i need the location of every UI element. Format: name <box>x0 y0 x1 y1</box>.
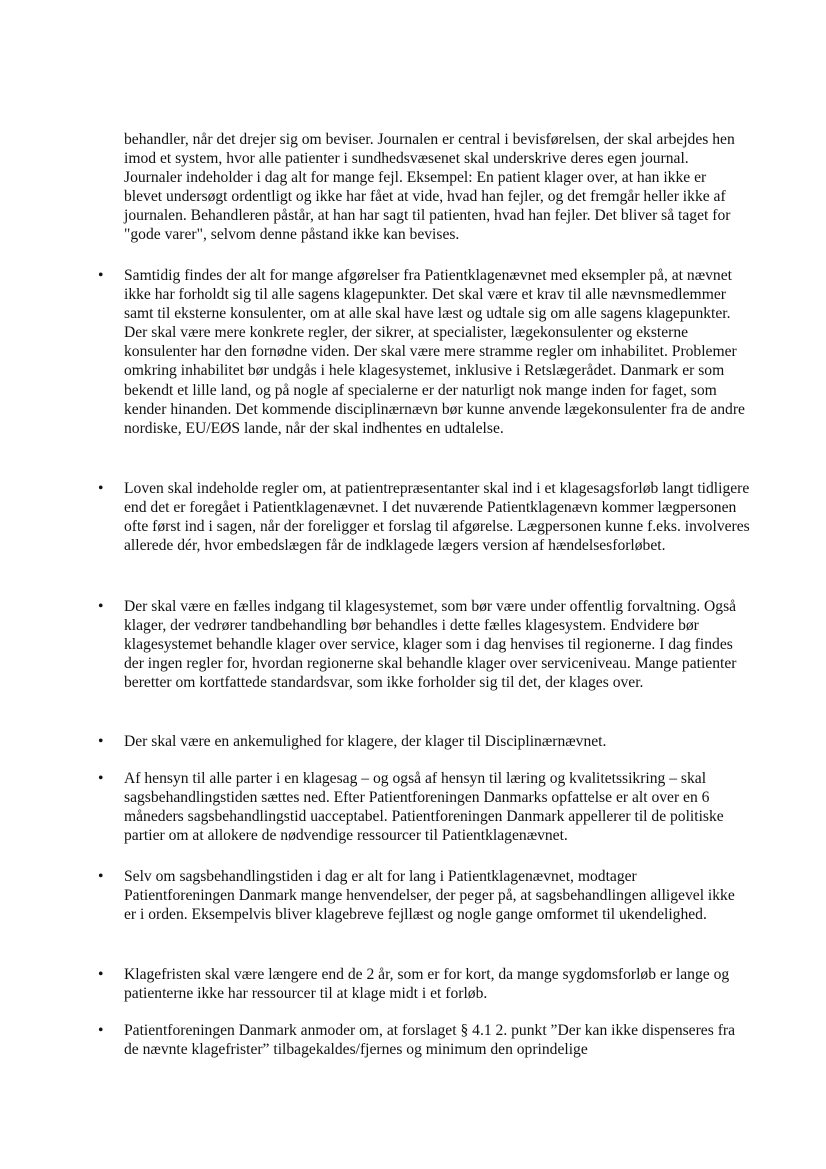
list-item <box>98 769 750 845</box>
list-item <box>98 732 750 751</box>
bullet-text: Loven skal indeholde regler om, at patientrepræsentanter skal ind i et klagesagsforløb langt tidligere end det er foregået i Patientklagenævnet. I det nuværende Patientklagenævn kommer lægpersonen ofte først ind i sagen, når der foreligger et forslag til afgørelse. Lægpersonen kunne f.eks. involveres allerede dér, hvor embedslægen får de indklagede lægers version af hændelsesforløbet. <box>124 480 750 555</box>
bullet-icon: • <box>98 770 104 787</box>
bullet-text: Af hensyn til alle parter i en klagesag – og også af hensyn til læring og kvalitetssikring – skal sagsbehandlingstiden sættes ned. Efter Patientforeningen Danmarks opfattelse er alt over en 6 måneders sagsbehandlingstid uacceptabel. Patientforeningen Danmark appellerer til de politiske partier om at allokere de nødvendige ressourcer til Patientklagenævnet. <box>124 770 724 845</box>
list-item <box>98 1021 750 1059</box>
bullet-text: Der skal være en fælles indgang til klagesystemet, som bør være under offentlig forvaltning. Også klager, der vedrører tandbehandling bør behandles i dette fælles klagesystem. Endvidere bør klagesystemet behandle klager over service, klager som i dag henvises til regionerne. I dag findes der ingen regler for, hvordan regionerne skal behandle klager over serviceniveau. Mange patienter beretter om kortfattede standardsvar, som ikke forholder sig til det, der klages over. <box>124 598 737 692</box>
list-item <box>98 266 750 438</box>
bullet-icon: • <box>98 868 104 885</box>
bullet-icon: • <box>98 598 104 615</box>
list-item <box>98 965 750 1003</box>
bullet-icon: • <box>98 480 104 497</box>
bullet-icon: • <box>98 733 104 750</box>
bullet-icon: • <box>98 267 104 284</box>
bullet-text: Samtidig findes der alt for mange afgørelser fra Patientklagenævnet med eksempler på, at nævnet ikke har forholdt sig til alle sagens klagepunkter. Det skal være et krav til alle nævnsmedlemmer samt til eksterne konsulenter, om at alle skal have læst og udtale sig om alle sagens klagepunkter. Der skal være mere konkrete regler, der sikrer, at specialister, lægekonsulenter og eksterne konsulenter har den fornødne viden. Der skal være mere stramme regler om inhabilitet. Problemer omkring inhabilitet bør undgås i hele klagesystemet, inklusive i Retslægerådet. Danmark er som bekendt et lille land, og på nogle af specialerne er der naturligt nok mange inden for faget, som kender hinanden. Det kommende disciplinærnævn bør kunne anvende lægekonsulenter fra de andre nordiske, EU/EØS lande, når der skal indhentes en udtalelse. <box>124 267 745 437</box>
bullet-icon: • <box>98 1022 104 1039</box>
list-item <box>98 867 750 924</box>
list-item <box>98 479 750 555</box>
bullet-text: Klagefristen skal være længere end de 2 år, som er for kort, da mange sygdomsforløb er lange og patienterne ikke har ressourcer til at klage midt i et forløb. <box>124 966 730 1003</box>
bullet-text: Der skal være en ankemulighed for klagere, der klager til Disciplinærnævnet. <box>124 733 607 750</box>
intro-paragraph: behandler, når det drejer sig om beviser. Journalen er central i bevisførelsen, der skal arbejdes hen imod et system, hvor alle patienter i sundhedsvæsenet skal underskrive deres egen journal. Journaler indeholder i dag alt for mange fejl. Eksempel: En patient klager over, at han ikke er blevet undersøgt ordentligt og ikke har fået at vide, hvad han fejler, og det fremgår heller ikke af journalen. Behandleren påstår, at han har sagt til patienten, hvad han fejler. Det bliver så taget for "gode varer", selvom denne påstand ikke kan bevises. <box>124 131 735 244</box>
bullet-text: Selv om sagsbehandlingstiden i dag er alt for lang i Patientklagenævnet, modtager Patientforeningen Danmark mange henvendelser, der peger på, at sagsbehandlingen alligevel ikke er i orden. Eksempelvis bliver klagebreve fejllæst og nogle gange omformet til ukendelighed. <box>124 868 735 924</box>
bullet-text: Patientforeningen Danmark anmoder om, at forslaget § 4.1 2. punkt ”Der kan ikke dispenseres fra de nævnte klagefrister” tilbagekaldes/fjernes og minimum den oprindelige <box>124 1022 735 1059</box>
list-item <box>98 597 750 692</box>
bullet-icon: • <box>98 966 104 983</box>
